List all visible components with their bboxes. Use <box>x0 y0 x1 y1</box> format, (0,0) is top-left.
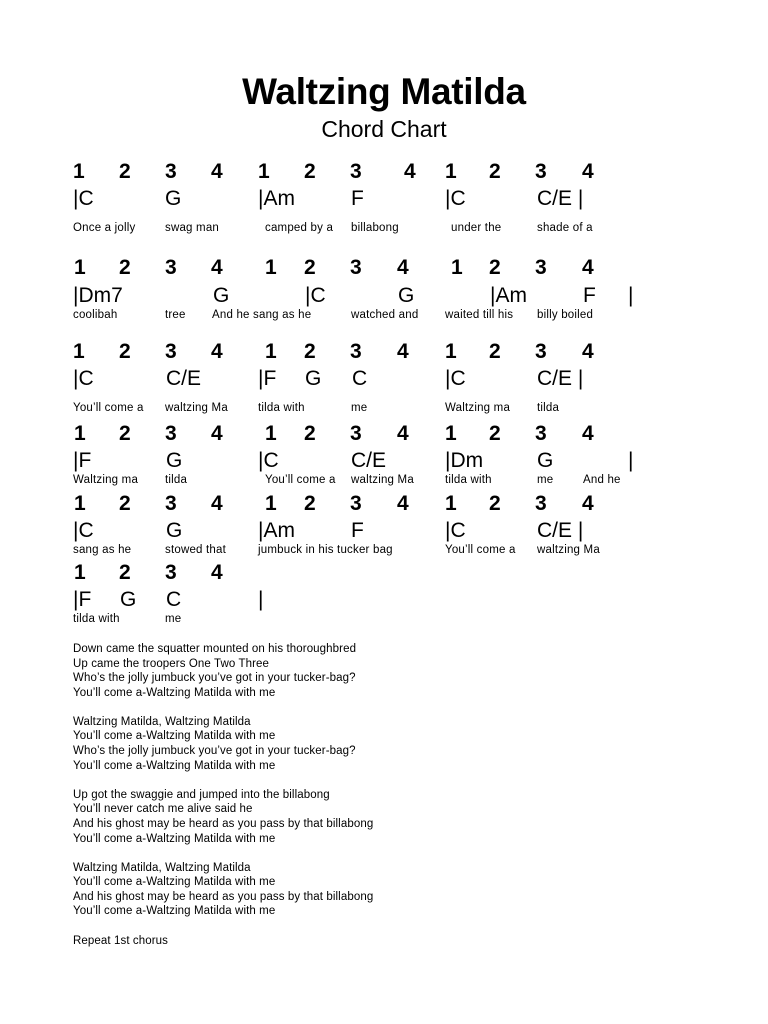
verse-stanza <box>73 715 373 773</box>
beat-count: 4 <box>582 492 594 515</box>
lyric-fragment: billabong <box>351 222 399 234</box>
beat-count: 4 <box>211 256 223 279</box>
beat-count: 2 <box>119 492 131 515</box>
beat-count: 3 <box>165 160 177 183</box>
lyric-fragment: under the <box>451 222 502 234</box>
beat-count: 3 <box>165 492 177 515</box>
beat-count: 2 <box>119 561 131 584</box>
beat-count: 4 <box>582 422 594 445</box>
verse-line: You’ll come a-Waltzing Matilda with me <box>73 686 276 699</box>
chord-symbol: G <box>120 588 137 611</box>
lyric-fragment: swag man <box>165 222 220 234</box>
beat-count: 4 <box>397 492 409 515</box>
beat-count: 2 <box>304 492 316 515</box>
beat-count: 3 <box>535 422 547 445</box>
chord-symbol: |Am <box>490 284 527 307</box>
lyric-fragment: shade of a <box>537 222 593 234</box>
verse-stanza <box>73 642 373 700</box>
beat-count: 4 <box>397 422 409 445</box>
lyric-fragment: tilda <box>537 402 560 414</box>
chord-symbol: |Dm7 <box>73 284 123 307</box>
lyric-fragment: waltzing Ma <box>165 402 228 414</box>
lyric-fragment: coolibah <box>73 309 118 321</box>
verse-stanza <box>73 861 373 919</box>
beat-count: 1 <box>265 256 277 279</box>
beat-count: 4 <box>404 160 416 183</box>
verse-line: And his ghost may be heard as you pass by that billabong <box>73 890 374 903</box>
lyric-fragment: waited till his <box>445 309 514 321</box>
beat-count: 2 <box>489 340 501 363</box>
verse-stanza <box>73 788 373 846</box>
beat-count: 2 <box>119 256 131 279</box>
beat-count: 1 <box>74 422 86 445</box>
beat-count: 3 <box>535 492 547 515</box>
chord-symbol: |C <box>445 367 466 390</box>
chord-symbol: C/E <box>351 449 387 472</box>
lyric-fragment: And he sang as he <box>212 309 312 321</box>
beat-count: 1 <box>73 160 85 183</box>
chord-symbol: |C <box>73 519 94 542</box>
verse-line: You’ll come a-Waltzing Matilda with me <box>73 832 276 845</box>
beat-count: 4 <box>211 422 223 445</box>
beat-count: 1 <box>258 160 270 183</box>
beat-count: 3 <box>350 160 362 183</box>
lyric-fragment: billy boiled <box>537 309 594 321</box>
chord-symbol: C/E <box>166 367 202 390</box>
chord-symbol: F <box>351 519 364 542</box>
beat-count: 3 <box>350 256 362 279</box>
beat-count: 2 <box>304 422 316 445</box>
chord-symbol: | <box>628 284 634 307</box>
beat-count: 4 <box>211 340 223 363</box>
lyric-fragment: me <box>351 402 368 414</box>
beat-count: 2 <box>304 340 316 363</box>
lyric-fragment: waltzing Ma <box>537 544 600 556</box>
verse-stanza <box>73 934 373 949</box>
verse-line: Waltzing Matilda, Waltzing Matilda <box>73 861 251 874</box>
beat-count: 2 <box>489 492 501 515</box>
verse-line: And his ghost may be heard as you pass by that billabong <box>73 817 374 830</box>
chord-symbol: G <box>398 284 415 307</box>
lyric-fragment: watched and <box>351 309 419 321</box>
verse-line: You’ll come a-Waltzing Matilda with me <box>73 730 276 743</box>
verse-line: You’ll come a-Waltzing Matilda with me <box>73 905 276 918</box>
lyric-fragment: sang as he <box>73 544 132 556</box>
lyric-fragment: Waltzing ma <box>73 474 139 486</box>
chord-symbol: |C <box>445 519 466 542</box>
chord-symbol: G <box>213 284 230 307</box>
beat-count: 4 <box>582 340 594 363</box>
lyric-fragment: You’ll come a <box>73 402 144 414</box>
beat-count: 3 <box>535 340 547 363</box>
lyric-fragment: stowed that <box>165 544 227 556</box>
chord-symbol: G <box>166 519 183 542</box>
chord-symbol: C/E | <box>537 187 584 210</box>
beat-count: 1 <box>74 561 86 584</box>
chord-symbol: C <box>352 367 368 390</box>
lyric-fragment: tilda <box>165 474 188 486</box>
lyric-fragment: You’ll come a <box>445 544 516 556</box>
lyric-fragment: Once a jolly <box>73 222 136 234</box>
beat-count: 3 <box>165 422 177 445</box>
beat-count: 3 <box>350 340 362 363</box>
beat-count: 2 <box>304 256 316 279</box>
beat-count: 3 <box>535 160 547 183</box>
chord-symbol: |C <box>73 187 94 210</box>
verse-line: Up got the swaggie and jumped into the billabong <box>73 788 330 801</box>
beat-count: 1 <box>445 492 457 515</box>
chord-symbol: | <box>258 588 264 611</box>
chord-symbol: |C <box>305 284 326 307</box>
lyric-fragment: jumbuck in his tucker bag <box>258 544 393 556</box>
lyric-fragment: Waltzing ma <box>445 402 511 414</box>
lyric-fragment: tree <box>165 309 186 321</box>
lyric-fragment: me <box>537 474 554 486</box>
verse-line: You’ll come a-Waltzing Matilda with me <box>73 876 276 889</box>
beat-count: 3 <box>165 256 177 279</box>
verse-line: You’ll never catch me alive said he <box>73 803 253 816</box>
chord-symbol: |Am <box>258 187 295 210</box>
beat-count: 1 <box>445 340 457 363</box>
beat-count: 3 <box>350 492 362 515</box>
chord-symbol: |F <box>73 588 92 611</box>
beat-count: 4 <box>582 256 594 279</box>
beat-count: 3 <box>165 561 177 584</box>
chord-symbol: F <box>583 284 596 307</box>
beat-count: 3 <box>535 256 547 279</box>
beat-count: 2 <box>489 422 501 445</box>
chord-symbol: F <box>351 187 364 210</box>
chord-symbol: G <box>537 449 554 472</box>
beat-count: 2 <box>489 256 501 279</box>
lyric-fragment: tilda with <box>258 402 305 414</box>
verse-line: Up came the troopers One Two Three <box>73 657 270 670</box>
beat-count: 1 <box>74 492 86 515</box>
lyric-fragment: me <box>165 613 182 625</box>
beat-count: 4 <box>397 340 409 363</box>
chord-symbol: C <box>166 588 182 611</box>
chord-symbol: |F <box>258 367 277 390</box>
beat-count: 4 <box>582 160 594 183</box>
page-subtitle: Chord Chart <box>321 116 447 142</box>
lyric-fragment: waltzing Ma <box>351 474 414 486</box>
chord-symbol: G <box>166 449 183 472</box>
verse-line: Who’s the jolly jumbuck you’ve got in your tucker-bag? <box>73 745 356 758</box>
chord-symbol: G <box>305 367 322 390</box>
beat-count: 1 <box>74 256 86 279</box>
chord-symbol: C/E | <box>537 519 584 542</box>
beat-count: 1 <box>445 422 457 445</box>
chord-symbol: |Am <box>258 519 295 542</box>
chord-symbol: |F <box>73 449 92 472</box>
lyric-fragment: And he <box>583 474 621 486</box>
lyric-fragment: tilda with <box>445 474 492 486</box>
beat-count: 3 <box>350 422 362 445</box>
lyric-fragment: tilda with <box>73 613 120 625</box>
beat-count: 1 <box>451 256 463 279</box>
beat-count: 2 <box>489 160 501 183</box>
lyric-fragment: camped by a <box>265 222 334 234</box>
beat-count: 1 <box>265 422 277 445</box>
beat-count: 2 <box>119 340 131 363</box>
verse-line: Down came the squatter mounted on his thoroughbred <box>73 643 357 655</box>
beat-count: 2 <box>119 160 131 183</box>
verse-line: Waltzing Matilda, Waltzing Matilda <box>73 715 251 728</box>
verse-line: You’ll come a-Waltzing Matilda with me <box>73 759 276 772</box>
verse-line: Who’s the jolly jumbuck you’ve got in your tucker-bag? <box>73 672 356 685</box>
page-title: Waltzing Matilda <box>242 71 526 112</box>
chord-symbol: | <box>628 449 634 472</box>
beat-count: 1 <box>265 340 277 363</box>
beat-count: 2 <box>304 160 316 183</box>
beat-count: 1 <box>73 340 85 363</box>
chord-symbol: G <box>165 187 182 210</box>
chord-symbol: |Dm <box>445 449 484 472</box>
beat-count: 1 <box>445 160 457 183</box>
chord-symbol: |C <box>445 187 466 210</box>
lyric-fragment: You’ll come a <box>265 474 336 486</box>
verse-lyrics <box>73 642 373 963</box>
beat-count: 4 <box>211 160 223 183</box>
beat-count: 4 <box>211 561 223 584</box>
beat-count: 2 <box>119 422 131 445</box>
beat-count: 4 <box>397 256 409 279</box>
chord-symbol: |C <box>73 367 94 390</box>
chord-symbol: |C <box>258 449 279 472</box>
beat-count: 4 <box>211 492 223 515</box>
beat-count: 3 <box>165 340 177 363</box>
verse-line: Repeat 1st chorus <box>73 934 169 947</box>
chord-symbol: C/E | <box>537 367 584 390</box>
beat-count: 1 <box>265 492 277 515</box>
